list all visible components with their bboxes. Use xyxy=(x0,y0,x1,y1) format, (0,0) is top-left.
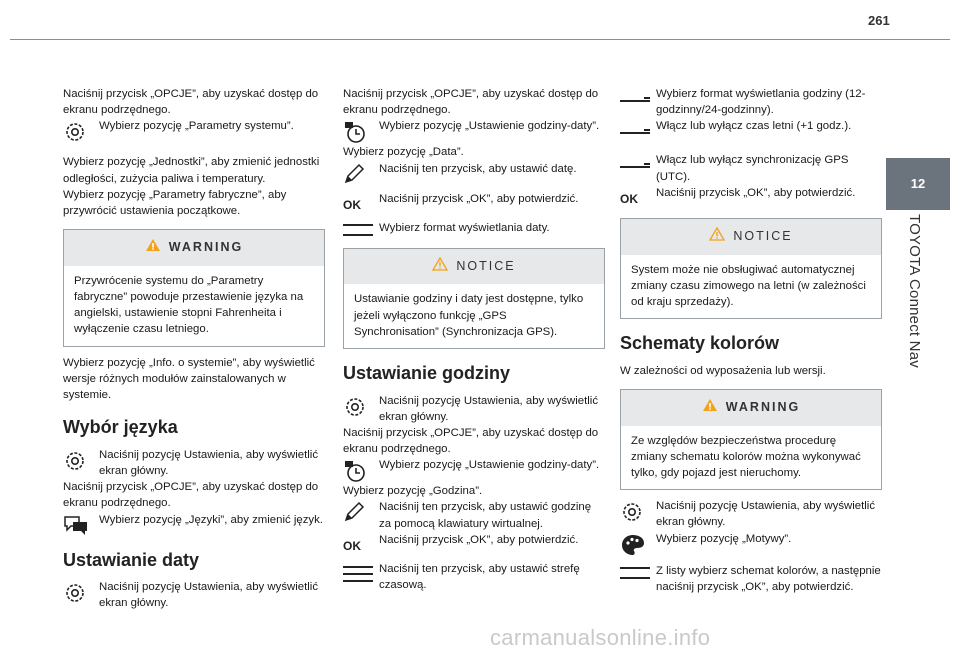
step-row xyxy=(620,86,882,118)
step-row xyxy=(620,118,882,136)
toggle-line-icon xyxy=(620,152,656,170)
paragraph: Naciśnij pozycję Ustawienia, aby wyświetlić ekran główny. xyxy=(99,581,319,610)
gear-settings-icon xyxy=(63,579,99,605)
step-row xyxy=(620,185,882,208)
paragraph: Naciśnij przycisk „OPCJE”, aby uzyskać dostęp do ekranu podrzędnego. xyxy=(63,481,319,510)
warning-text: Ze względów bezpieczeństwa procedurę zmiany schematu kolorów można wykonywać tylko, gdy pojazd jest nieruchomy. xyxy=(631,434,861,479)
clock-icon xyxy=(343,457,379,483)
notice-icon xyxy=(709,227,725,247)
paragraph: Naciśnij ten przycisk, aby ustawić strefę czasową. xyxy=(379,562,580,592)
paragraph: Naciśnij ten przycisk, aby ustawić godzinę za pomocą klawiatury wirtualnej. xyxy=(379,501,592,530)
notice-box xyxy=(620,218,882,319)
notice-text: System może nie obsługiwać automatycznej zmiany czasu zimowego na letni (w zależności od kraju sprzedaży). xyxy=(631,263,866,308)
clock-icon xyxy=(343,118,379,144)
column-1 xyxy=(63,86,325,612)
column-3 xyxy=(620,86,882,595)
warning-box xyxy=(63,229,325,347)
paragraph: Wybierz pozycję „Ustawienie godziny-daty”. xyxy=(379,120,600,133)
pencil-icon xyxy=(343,499,379,523)
paragraph: Włącz lub wyłącz synchronizację GPS (UTC). xyxy=(656,154,849,183)
paragraph: Wybierz pozycję „Jednostki”, aby zmienić jednostki odległości, zużycia paliwa i temperatury. xyxy=(63,156,320,185)
step-row xyxy=(63,579,325,611)
paragraph: Wybierz pozycję „Data”. xyxy=(343,146,464,159)
gear-settings-icon xyxy=(343,393,379,419)
warning-header xyxy=(64,230,324,266)
pencil-icon xyxy=(343,161,379,185)
column-2 xyxy=(343,86,605,593)
warning-title: WARNING xyxy=(725,399,801,414)
paragraph: Naciśnij przycisk „OK”, aby potwierdzić. xyxy=(379,533,579,546)
paragraph: Wybierz format wyświetlania godziny (12-godzinny/24-godzinny). xyxy=(656,88,866,117)
paragraph: Wybierz pozycję „Ustawienie godziny-daty”. xyxy=(379,459,600,472)
notice-header xyxy=(344,249,604,285)
paragraph: Wybierz pozycję „Parametry fabryczne”, aby przywrócić ustawienia początkowe. xyxy=(63,188,287,217)
paragraph: Naciśnij przycisk „OPCJE”, aby uzyskać dostęp do ekranu podrzędnego. xyxy=(343,88,599,117)
paragraph: Włącz lub wyłącz czas letni (+1 godz.). xyxy=(656,120,852,133)
step-row xyxy=(343,118,605,144)
warning-icon xyxy=(145,238,161,258)
notice-header xyxy=(621,219,881,255)
notice-text: Ustawianie godziny i daty jest dostępne, tylko jeżeli wyłączono funkcję „GPS Synchronisation” (Synchronizacja GPS). xyxy=(354,293,584,338)
paragraph: Naciśnij przycisk „OK”, aby potwierdzić. xyxy=(656,186,856,199)
section-heading: Ustawianie godziny xyxy=(343,362,511,383)
paragraph: Wybierz pozycję „Języki”, aby zmienić język. xyxy=(99,513,323,526)
page-number: 261 xyxy=(868,13,890,28)
paragraph: W zależności od wyposażenia lub wersji. xyxy=(620,364,826,377)
paragraph: Wybierz pozycję „Motywy”. xyxy=(656,532,792,545)
ok-button-icon: OK xyxy=(620,191,638,206)
paragraph: Naciśnij ten przycisk, aby ustawić datę. xyxy=(379,162,577,175)
step-row xyxy=(343,220,605,238)
step-row xyxy=(63,512,325,536)
paragraph: Wybierz pozycję „Godzina”. xyxy=(343,485,483,498)
step-row xyxy=(343,499,605,531)
paragraph: Wybierz format wyświetlania daty. xyxy=(379,221,550,234)
paragraph: Naciśnij przycisk „OPCJE”, aby uzyskać dostęp do ekranu podrzędnego. xyxy=(63,88,319,117)
paragraph: Wybierz pozycję „Info. o systemie”, aby wyświetlić wersje różnych modułów zainstalowanych w systemie. xyxy=(63,356,315,401)
warning-icon xyxy=(702,398,718,418)
format-list-icon xyxy=(620,563,656,581)
notice-title: NOTICE xyxy=(456,258,516,273)
paragraph: Z listy wybierz schemat kolorów, a następnie naciśnij przycisk „OK”, aby potwierdzić. xyxy=(656,564,881,593)
gear-settings-icon xyxy=(620,498,656,524)
paint-palette-icon xyxy=(620,531,656,557)
notice-icon xyxy=(432,257,448,277)
step-row xyxy=(343,457,605,483)
ok-button-icon: OK xyxy=(343,538,361,553)
notice-title: NOTICE xyxy=(733,228,793,243)
gear-settings-icon xyxy=(63,118,99,144)
step-row xyxy=(620,152,882,184)
notice-box xyxy=(343,248,605,349)
chapter-tab: 12 xyxy=(886,158,950,210)
toggle-line-icon xyxy=(620,86,656,104)
section-heading: Wybór języka xyxy=(63,417,178,438)
paragraph: Naciśnij pozycję Ustawienia, aby wyświetlić ekran główny. xyxy=(656,500,876,529)
watermark: carmanualsonline.info xyxy=(490,625,711,649)
section-heading: Schematy kolorów xyxy=(620,333,780,354)
format-list-icon xyxy=(343,220,379,238)
warning-header xyxy=(621,390,881,426)
step-row xyxy=(63,118,325,144)
step-row xyxy=(343,161,605,185)
paragraph: Naciśnij pozycję Ustawienia, aby wyświetlić ekran główny. xyxy=(99,448,319,477)
paragraph: Naciśnij przycisk „OK”, aby potwierdzić. xyxy=(379,192,579,205)
gear-settings-icon xyxy=(63,447,99,473)
step-row xyxy=(63,447,325,479)
ok-button-icon: OK xyxy=(343,197,361,212)
step-row xyxy=(620,563,882,595)
warning-box xyxy=(620,389,882,490)
list-menu-icon xyxy=(343,561,379,585)
step-row xyxy=(343,532,605,555)
step-row xyxy=(343,561,605,593)
paragraph: Naciśnij przycisk „OPCJE”, aby uzyskać dostęp do ekranu podrzędnego. xyxy=(343,426,599,456)
warning-text: Przywrócenie systemu do „Parametry fabryczne” powoduje przestawienie języka na angielski, ustawienie stopni Fahrenheita i wyłączenie czasu letniego. xyxy=(74,274,304,336)
section-heading: Ustawianie daty xyxy=(63,549,200,570)
header-divider xyxy=(10,39,950,40)
paragraph: Naciśnij pozycję Ustawienia, aby wyświetlić ekran główny. xyxy=(379,394,599,423)
chapter-title: TOYOTA Connect Nav xyxy=(906,214,923,368)
step-row xyxy=(343,191,605,214)
step-row xyxy=(620,531,882,557)
warning-title: WARNING xyxy=(168,240,244,255)
paragraph: Wybierz pozycję „Parametry systemu”. xyxy=(99,120,294,133)
speech-bubbles-icon xyxy=(63,512,99,536)
step-row xyxy=(620,498,882,530)
step-row xyxy=(343,393,605,425)
toggle-line-icon xyxy=(620,118,656,136)
